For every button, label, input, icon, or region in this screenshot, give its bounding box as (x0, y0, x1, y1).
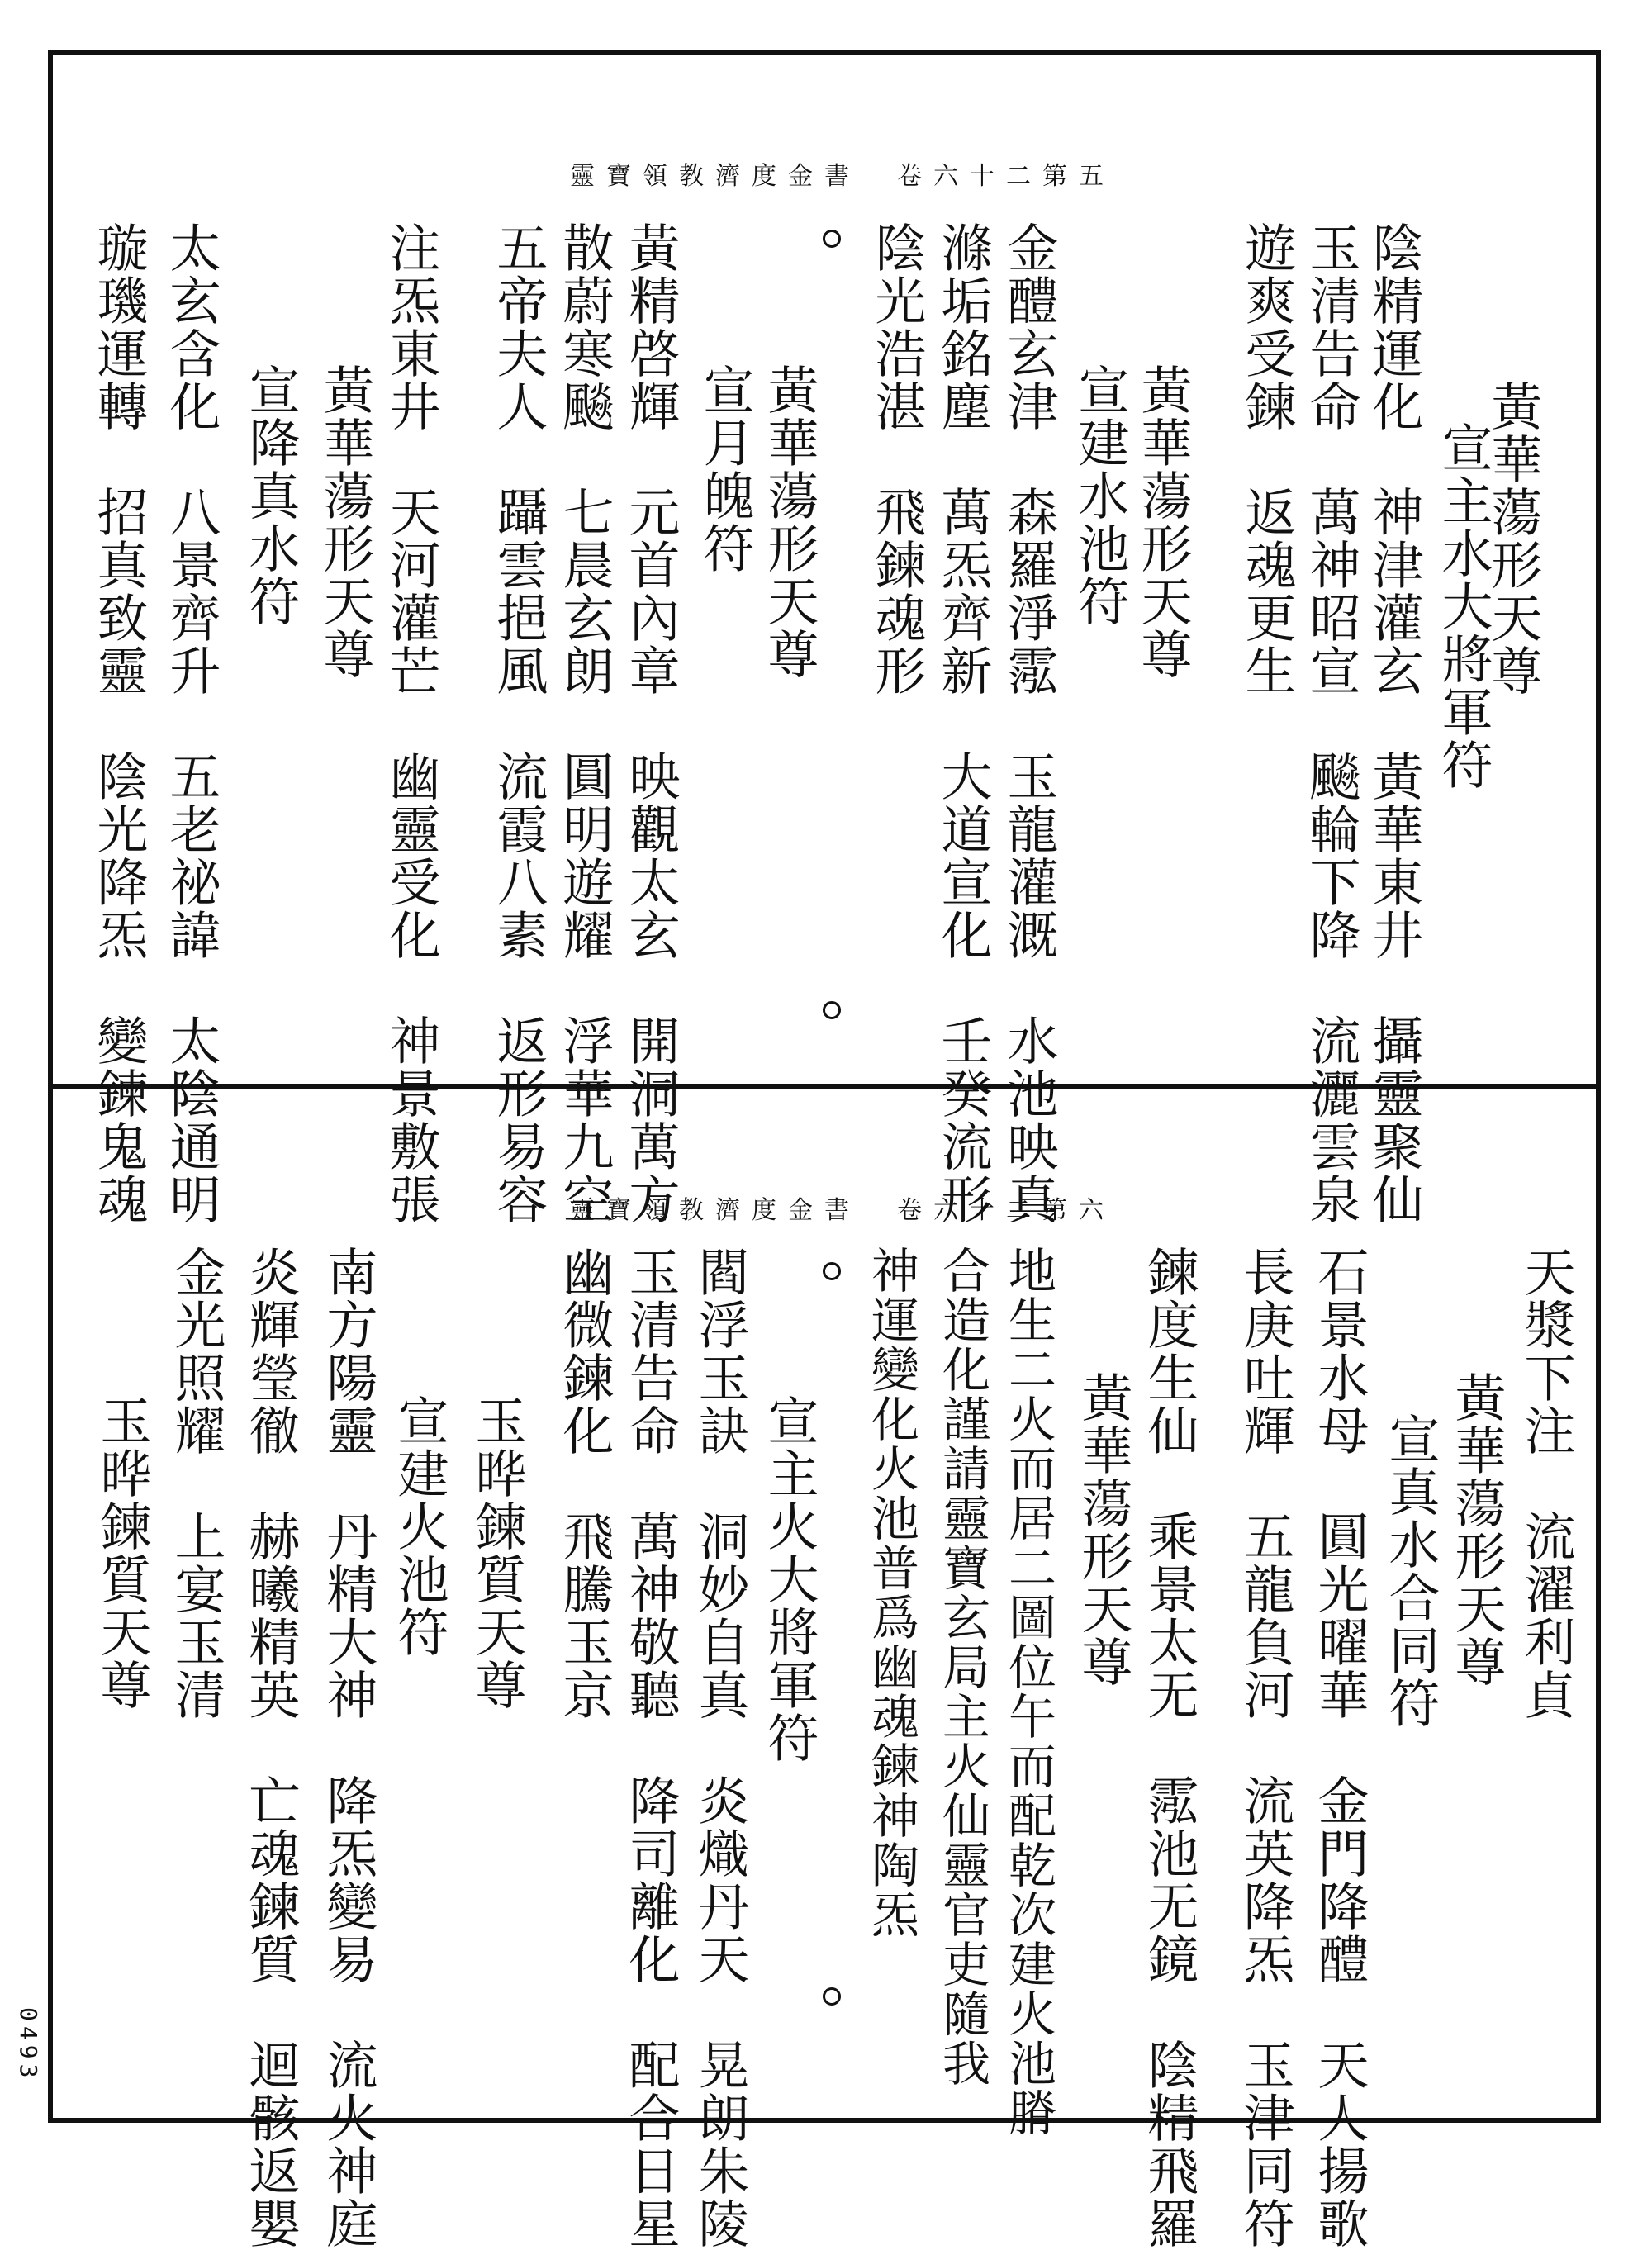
binding-hole-mark (823, 230, 841, 248)
top-col-4: 玉清告命 萬神昭宣 飈輪下降 流灑雲泉 (1301, 221, 1361, 1226)
bottom-col-12: 閻浮玉訣 洞妙自真 炎熾丹天 晃朗朱陵 (690, 1246, 750, 2250)
top-col-16: 注炁東井 天河灌芒 幽靈受化 神景敷張 (381, 221, 441, 1226)
bottom-col-16: 宣建火池符 (389, 1394, 449, 1659)
bottom-col-3: 宣真水合同符 (1380, 1412, 1441, 1730)
top-page-header: 靈寶領教濟度金書 卷六十二第五 (570, 162, 1115, 191)
bottom-col-6: 鍊度生仙 乘景太无 霐池无鏡 陰精飛羅 (1139, 1246, 1199, 2250)
top-col-2: 宣主水大將軍符 (1433, 421, 1493, 791)
bottom-page-header: 靈寶領教濟度金書 卷六十二第六 (570, 1196, 1115, 1225)
top-col-12: 宣月魄符 (695, 363, 755, 575)
bottom-col-4: 石景水母 圓光曜華 金門降醴 天人揚歌 (1309, 1246, 1370, 2250)
bottom-col-1: 天漿下注 流濯利貞 (1516, 1246, 1576, 1721)
bottom-col-17: 南方陽靈 丹精大神 降炁變易 流火神庭 (318, 1246, 378, 2250)
bottom-col-2: 黃華蕩形天尊 (1446, 1371, 1507, 1688)
top-col-1: 黃華蕩形天尊 (1483, 380, 1543, 697)
binding-hole-mark (823, 1001, 841, 1019)
bottom-col-8: 地生二火而居二圖位午而配乾次建火池膌 (1000, 1246, 1056, 2138)
top-col-19: 太玄含化 八景齊升 五老祕諱 太陰通明 (161, 221, 221, 1226)
bottom-col-7: 黃華蕩形天尊 (1073, 1371, 1133, 1688)
top-col-18: 宣降真水符 (240, 363, 301, 628)
page-number: 0493 (15, 2007, 42, 2083)
top-col-3: 陰精運化 神津灌玄 黃華東井 攝靈聚仙 (1364, 221, 1424, 1226)
top-col-8: 金醴玄津 森羅淨霐 玉龍灌溉 水池映真 (999, 221, 1059, 1226)
bottom-col-13: 玉清告命 萬神敬聽 降司離化 配合日星 (620, 1246, 681, 2250)
top-col-20: 璇璣運轉 招真致靈 陰光降炁 變鍊鬼魂 (88, 221, 149, 1226)
bottom-col-5: 長庚吐輝 五龍負河 流英降炁 玉津同符 (1235, 1246, 1295, 2250)
top-col-14: 散蔚寒飈 七晨玄朗 圓明遊耀 浮華九空 (554, 221, 615, 1226)
bottom-col-10: 神運變化火池普爲幽魂鍊神陶炁 (863, 1246, 919, 1939)
bottom-col-20: 玉晔鍊質天尊 (92, 1394, 152, 1711)
top-col-6: 黃華蕩形天尊 (1132, 363, 1193, 681)
top-col-9: 滌垢銘塵 萬炁齊新 大道宣化 壬癸流形 (933, 221, 993, 1226)
top-col-13: 黃精啓輝 元首內章 映觀太玄 開洞萬方 (620, 221, 681, 1226)
bottom-col-9: 合造化謹請靈寶玄局主火仙靈官吏隨我 (934, 1246, 990, 2088)
bottom-col-18: 炎輝瑩徹 赫曦精英 亡魂鍊質 迴骸返嬰 (240, 1246, 301, 2250)
top-col-11: 黃華蕩形天尊 (759, 363, 819, 681)
bottom-col-15: 玉晔鍊質天尊 (467, 1394, 527, 1711)
binding-hole-mark (823, 1262, 841, 1280)
bottom-col-19: 金光照耀 上宴玉清 (166, 1246, 226, 1721)
top-col-17: 黃華蕩形天尊 (315, 363, 375, 681)
top-col-10: 陰光浩湛 飛鍊魂形 (866, 221, 927, 697)
bottom-col-11: 宣主火大將軍符 (759, 1394, 819, 1764)
bottom-col-14: 幽微鍊化 飛騰玉京 (554, 1246, 615, 1721)
top-col-15: 五帝夫人 躡雲挹風 流霞八素 返形易容 (488, 221, 548, 1226)
top-col-5: 遊爽受鍊 返魂更生 (1237, 221, 1297, 697)
top-col-7: 宣建水池符 (1070, 363, 1130, 628)
binding-hole-mark (823, 1987, 841, 2006)
